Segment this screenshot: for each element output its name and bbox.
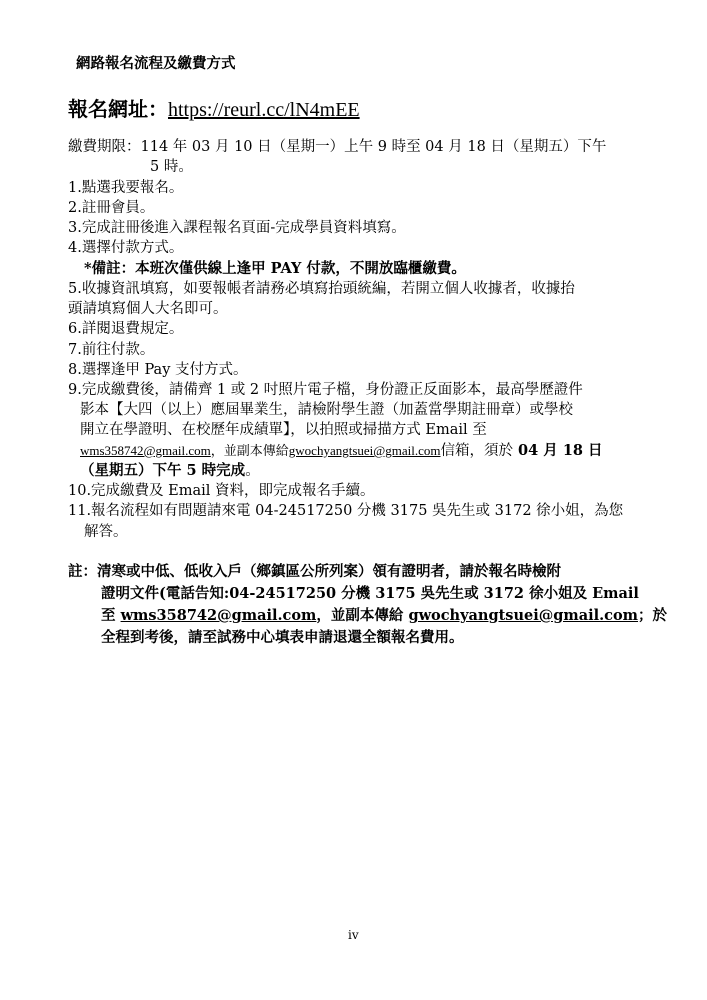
note-email-primary-link[interactable]: wms358742@gmail.com bbox=[120, 607, 317, 624]
note-line1: 註：清寒或中低、低收入戶（鄉鎮區公所列案）領有證明者，請於報名時檢附 bbox=[68, 563, 561, 580]
step-8: 8.選擇逢甲 Pay 支付方式。 bbox=[68, 362, 248, 378]
step-9-email-cc-link[interactable]: gwochyangtsuei@gmail.com bbox=[288, 443, 441, 458]
step-9-inbox-text: 信箱，須於 bbox=[440, 443, 513, 459]
step-3: 3.完成註冊後進入課程報名頁面-完成學員資料填寫。 bbox=[68, 220, 406, 236]
step-9-email-primary-link[interactable]: wms358742@gmail.com bbox=[80, 443, 211, 458]
site-label: 報名網址： bbox=[68, 97, 168, 121]
step-10: 10.完成繳費及 Email 資料，即完成報名手續。 bbox=[68, 483, 375, 499]
note-line3 bbox=[101, 605, 667, 627]
step-9-line2: 影本【大四（以上）應屆畢業生，請檢附學生證（加蓋當學期註冊章）或學校 bbox=[80, 402, 573, 418]
step-9-deadline-date: 04 月 18 日 bbox=[513, 442, 603, 459]
step-9-line3: 開立在學證明、在校歷年成績單】，以拍照或掃描方式 Email 至 bbox=[80, 422, 487, 438]
step-9-period: 。 bbox=[245, 463, 260, 479]
payment-period-line2: 5 時。 bbox=[150, 159, 193, 175]
page-title: 網路報名流程及繳費方式 bbox=[76, 55, 236, 72]
step-1: 1.點選我要報名。 bbox=[68, 180, 184, 196]
step-7: 7.前往付款。 bbox=[68, 342, 155, 358]
step-5-line2: 頭請填寫個人大名即可。 bbox=[68, 301, 228, 317]
step-9-deadline-time: （星期五）下午 5 時完成 bbox=[80, 462, 246, 479]
registration-url-link[interactable]: https://reurl.cc/lN4mEE bbox=[168, 99, 360, 121]
step-9-line4 bbox=[80, 441, 603, 462]
step-4-note: *備註：本班次僅供線上逢甲 PAY 付款，不開放臨櫃繳費。 bbox=[84, 260, 466, 277]
step-2: 2.註冊會員。 bbox=[68, 200, 155, 216]
step-5-line1: 5.收據資訊填寫，如要報帳者請務必填寫抬頭統編，若開立個人收據者，收據抬 bbox=[68, 281, 575, 297]
step-11-line2: 解答。 bbox=[84, 524, 128, 540]
note-tail-text: ；於 bbox=[638, 607, 668, 624]
step-9-cc-text: ，並副本傳給 bbox=[210, 444, 289, 459]
step-6: 6.詳閱退費規定。 bbox=[68, 321, 184, 337]
step-4: 4.選擇付款方式。 bbox=[68, 240, 184, 256]
page-number: iv bbox=[348, 928, 359, 942]
note-line4: 全程到考後，請至試務中心填表申請退還全額報名費用。 bbox=[101, 629, 464, 646]
note-to-text: 至 bbox=[101, 607, 121, 624]
note-cc-text: ，並副本傳給 bbox=[316, 607, 409, 624]
step-9-line5 bbox=[80, 461, 260, 481]
step-9-line1: 9.完成繳費後，請備齊 1 或 2 吋照片電子檔，身份證正反面影本，最高學歷證件 bbox=[68, 382, 583, 398]
payment-period-line1: 繳費期限：114 年 03 月 10 日（星期一）上午 9 時至 04 月 18 日（星期五）下午 bbox=[68, 139, 607, 155]
note-email-cc-link[interactable]: gwochyangtsuei@gmail.com bbox=[408, 607, 639, 624]
note-line2: 證明文件(電話告知:04-24517250 分機 3175 吳先生或 3172 徐小姐及 Email bbox=[101, 585, 639, 602]
step-11-line1: 11.報名流程如有問題請來電 04-24517250 分機 3175 吳先生或 3172 徐小姐，為您 bbox=[68, 503, 624, 519]
registration-site bbox=[68, 96, 360, 124]
